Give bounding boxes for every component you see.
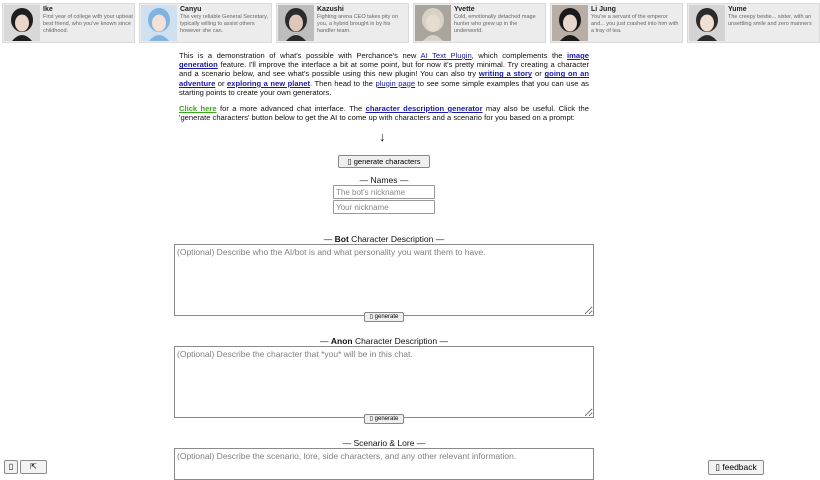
intro-text <box>179 51 589 129</box>
going-on-an-adventure-link[interactable]: going on an adventure <box>179 69 589 88</box>
character-desc: Cold, emotionally detached mage hunter who grew up in the underworld. <box>454 14 536 34</box>
character-name: Li Jung <box>591 6 616 13</box>
character-description-generator-link[interactable]: character description generator <box>365 104 483 114</box>
character-card[interactable] <box>139 3 272 43</box>
feedback-button[interactable]: ▯ feedback <box>708 460 764 475</box>
generate-characters-button[interactable]: ▯ generate characters <box>338 155 430 168</box>
character-name: Canyu <box>180 6 202 13</box>
title-prefix: — <box>323 234 335 244</box>
intro-text-run: may also be useful. Click the 'generate characters' button below to get the AI to come up with characters and a scenario for you based on a prompt: <box>179 104 589 123</box>
bot-generate-button[interactable]: ▯ generate <box>364 312 404 322</box>
character-name: Yume <box>728 6 747 13</box>
title-prefix: — <box>319 336 331 346</box>
character-card[interactable] <box>2 3 135 43</box>
character-card[interactable] <box>413 3 546 43</box>
bot-description-title <box>174 234 594 244</box>
character-card-text <box>454 5 544 41</box>
intro-text-run: This is a demonstration of what's possible with Perchance's new <box>179 51 421 60</box>
down-arrow-icon: ↓ <box>379 129 386 144</box>
intro-paragraph-1 <box>179 51 589 97</box>
character-avatar <box>278 5 314 41</box>
intro-text-run: to see some simple examples that you can use as starting points to create your own generators. <box>179 78 589 97</box>
character-name: Ike <box>43 6 53 13</box>
title-suffix: Character Description — <box>348 234 445 244</box>
plugin-page-link[interactable]: plugin page <box>375 78 416 88</box>
title-suffix: Character Description — <box>352 336 448 346</box>
writing-a-story-link[interactable]: writing a story <box>478 69 533 79</box>
character-avatar <box>552 5 588 41</box>
character-desc: You're a servant of the emperor and... you just crashed into him with a tray of tea. <box>591 14 679 34</box>
bot-description-textarea[interactable] <box>174 244 594 316</box>
character-desc: The creepy bestie... sister, with an unsettling smile and zero manners <box>728 14 812 27</box>
click-here-link[interactable]: Click here <box>179 104 217 114</box>
intro-text-run: or <box>215 78 228 88</box>
intro-text-run: feature. I'll improve the interface a bit at some point, but for now it's pretty minimal. Try creating a character and a scenario below, and see what's possible using this new plugin! You can also try <box>179 60 589 79</box>
user-nickname-input[interactable] <box>333 200 435 214</box>
collapse-corner-button[interactable]: ⇱ <box>20 460 47 474</box>
title-bold: Bot <box>334 234 349 244</box>
character-card-text <box>728 5 818 41</box>
scenario-textarea[interactable] <box>174 448 594 480</box>
character-avatar <box>415 5 451 41</box>
anon-generate-button[interactable]: ▯ generate <box>364 414 404 424</box>
character-card[interactable] <box>276 3 409 43</box>
intro-text-run: or <box>532 69 545 79</box>
character-card-text <box>180 5 270 41</box>
intro-text-run: for a more advanced chat interface. The <box>216 104 366 114</box>
exploring-a-new-planet-link[interactable]: exploring a new planet <box>227 78 310 88</box>
ai-text-plugin-link[interactable]: AI Text Plugin <box>420 51 472 60</box>
intro-paragraph-2 <box>179 104 589 122</box>
character-avatar <box>689 5 725 41</box>
bot-nickname-input[interactable] <box>333 185 435 199</box>
settings-corner-button[interactable]: ▯ <box>4 460 18 474</box>
anon-description-title <box>174 336 594 346</box>
character-card[interactable] <box>550 3 683 43</box>
anon-description-textarea[interactable] <box>174 346 594 418</box>
character-card[interactable] <box>687 3 820 43</box>
character-avatar <box>4 5 40 41</box>
title-bold: Anon <box>330 336 353 346</box>
character-name: Yvette <box>454 6 475 13</box>
image-generation-link[interactable]: image generation <box>179 51 589 70</box>
character-name: Kazushi <box>317 6 344 13</box>
character-card-text <box>317 5 407 41</box>
names-title: — Names — <box>359 175 409 185</box>
character-desc: Fighting arena CEO takes pity on you, a hybrid brought in by his handler team. <box>317 14 399 34</box>
character-card-text <box>591 5 681 41</box>
intro-text-run: , which complements the <box>471 51 568 60</box>
scenario-title: — Scenario & Lore — <box>342 438 426 448</box>
character-desc: First year of college with your upbeat best friend, who you've known since childhood. <box>43 14 133 34</box>
character-desc: The very reliable General Secretary, typically willing to assist others however she can. <box>180 14 268 34</box>
character-card-text <box>43 5 133 41</box>
intro-text-run: . Then head to the <box>310 78 376 88</box>
character-avatar <box>141 5 177 41</box>
character-strip <box>0 0 812 44</box>
